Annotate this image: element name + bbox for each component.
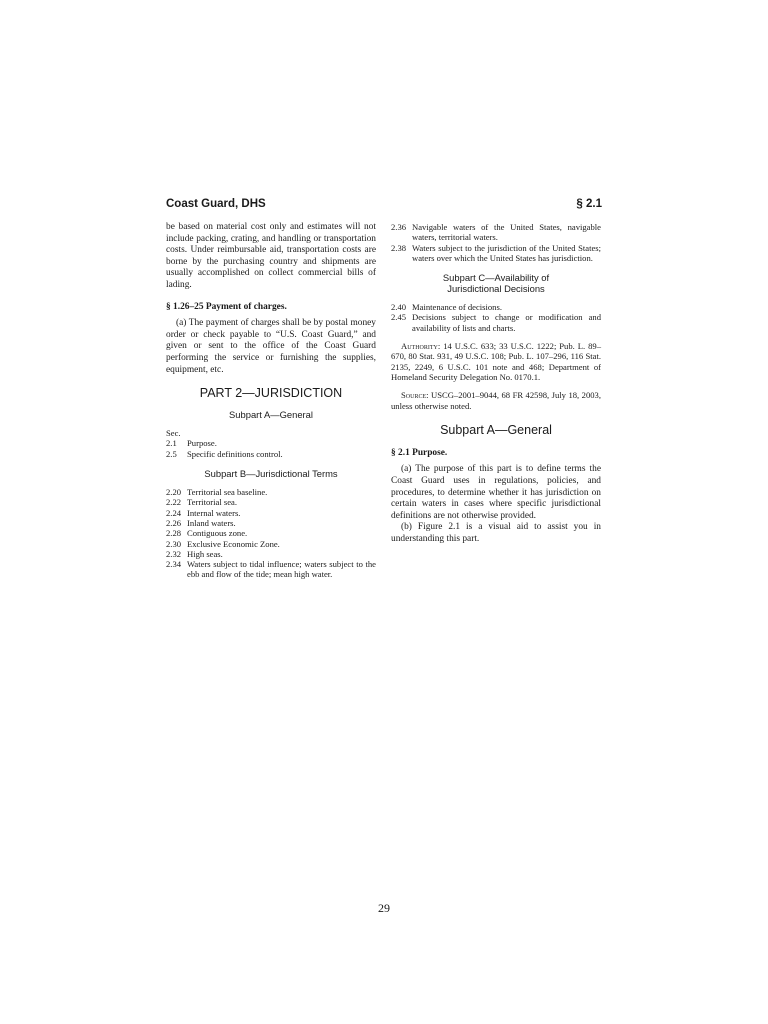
page-number: 29 — [378, 901, 390, 915]
subpart-b-toc-title: Subpart B—Jurisdictional Terms — [204, 468, 338, 480]
toc-item[interactable] — [166, 518, 376, 528]
authority-text: 14 U.S.C. 633; 33 U.S.C. 1222; Pub. L. 89–670, 80 Stat. 931, 49 U.S.C. 108; Pub. L. 107–296, 116 Stat. 2135, 2249, 6 U.S.C. 101 note and 468; Department of Homeland Security Delegation No. 0170.1. — [391, 341, 601, 382]
toc-item[interactable] — [166, 487, 376, 497]
toc-text: Waters subject to tidal influence; waters subject to the ebb and flow of the tide; mean high water. — [187, 559, 376, 580]
toc-text: Territorial sea baseline. — [187, 487, 268, 498]
toc-text: Specific definitions control. — [187, 448, 283, 459]
toc-item[interactable] — [166, 508, 376, 518]
toc-item[interactable] — [166, 449, 376, 459]
toc-number: 2.32 — [166, 548, 182, 559]
purpose-paragraph-a: (a) The purpose of this part is to define terms the Coast Guard uses in regulations, policies, and procedures, to determine whether it has jurisdiction on certain waters in cases where specific jurisdictional definitions are not otherwise provided. — [391, 464, 601, 521]
toc-item[interactable] — [166, 497, 376, 507]
authority-note — [391, 341, 601, 382]
intro-paragraph: be based on material cost only and estimates will not include packing, crating, and handling or transportation costs. Under reimbursable aid, transportation costs are borne by the purchasing country and shipments are usually accomplished on collect commercial bills of lading. — [166, 222, 376, 290]
toc-item[interactable] — [166, 438, 376, 448]
toc-number: 2.30 — [166, 538, 182, 549]
section-heading-2-1: § 2.1 Purpose. — [391, 447, 448, 458]
toc-subpart-a — [166, 438, 376, 459]
sec-label: Sec. — [166, 428, 181, 439]
toc-text: Contiguous zone. — [187, 528, 248, 539]
toc-number: 2.20 — [166, 487, 182, 498]
toc-text: Exclusive Economic Zone. — [187, 538, 280, 549]
toc-item[interactable] — [391, 222, 601, 243]
toc-text: Internal waters. — [187, 507, 241, 518]
header-agency: Coast Guard, DHS — [166, 198, 266, 210]
toc-item[interactable] — [166, 528, 376, 538]
subpart-c-toc-title: Subpart C—Availability of Jurisdictional Decisions — [442, 272, 550, 295]
toc-text: Navigable waters of the United States, navigable waters, territorial waters. — [412, 222, 601, 243]
toc-text: Purpose. — [187, 438, 217, 449]
section-heading-1-26-25: § 1.26–25 Payment of charges. — [166, 301, 287, 312]
toc-subpart-c — [391, 302, 601, 333]
toc-item[interactable] — [166, 559, 376, 580]
toc-item[interactable] — [391, 302, 601, 312]
toc-text: Territorial sea. — [187, 497, 237, 508]
toc-number: 2.5 — [166, 448, 177, 459]
header-section: § 2.1 — [576, 198, 602, 210]
source-note — [391, 390, 601, 411]
toc-item[interactable] — [391, 243, 601, 264]
toc-number: 2.1 — [166, 438, 177, 449]
running-header — [166, 197, 602, 213]
toc-item[interactable] — [166, 549, 376, 559]
subpart-a-heading: Subpart A—General — [440, 422, 552, 437]
subpart-a-toc-title: Subpart A—General — [229, 409, 313, 421]
left-column — [166, 222, 376, 580]
toc-number: 2.45 — [391, 312, 407, 323]
toc-number: 2.22 — [166, 497, 182, 508]
section-paragraph-payment: (a) The payment of charges shall be by postal money order or check payable to “U.S. Coast Guard,” and given or sent to the office of the Coast Guard performing the service or furnishing the supplies, equipment, etc. — [166, 318, 376, 375]
authority-label: Authority: — [401, 341, 441, 352]
part-title: PART 2—JURISDICTION — [199, 386, 343, 401]
toc-number: 2.38 — [391, 242, 407, 253]
toc-text: Decisions subject to change or modification and availability of lists and charts. — [412, 312, 601, 333]
toc-text: Inland waters. — [187, 517, 236, 528]
toc-item[interactable] — [391, 312, 601, 333]
toc-subpart-b — [166, 487, 376, 580]
toc-text: High seas. — [187, 548, 223, 559]
toc-number: 2.28 — [166, 528, 182, 539]
toc-number: 2.34 — [166, 559, 182, 570]
toc-number: 2.40 — [391, 302, 407, 313]
toc-item[interactable] — [166, 539, 376, 549]
right-column — [391, 222, 601, 546]
source-label: Source: — [401, 390, 429, 401]
purpose-paragraph-b: (b) Figure 2.1 is a visual aid to assist you in understanding this part. — [391, 522, 601, 545]
toc-text: Maintenance of decisions. — [412, 302, 502, 313]
toc-number: 2.36 — [391, 222, 407, 232]
toc-text: Waters subject to the jurisdiction of the United States; waters over which the United States has jurisdiction. — [412, 242, 601, 263]
source-text: USCG–2001–9044, 68 FR 42598, July 18, 2003, unless otherwise noted. — [391, 390, 602, 411]
toc-subpart-b-continued — [391, 222, 601, 263]
toc-number: 2.24 — [166, 507, 182, 518]
toc-number: 2.26 — [166, 517, 182, 528]
